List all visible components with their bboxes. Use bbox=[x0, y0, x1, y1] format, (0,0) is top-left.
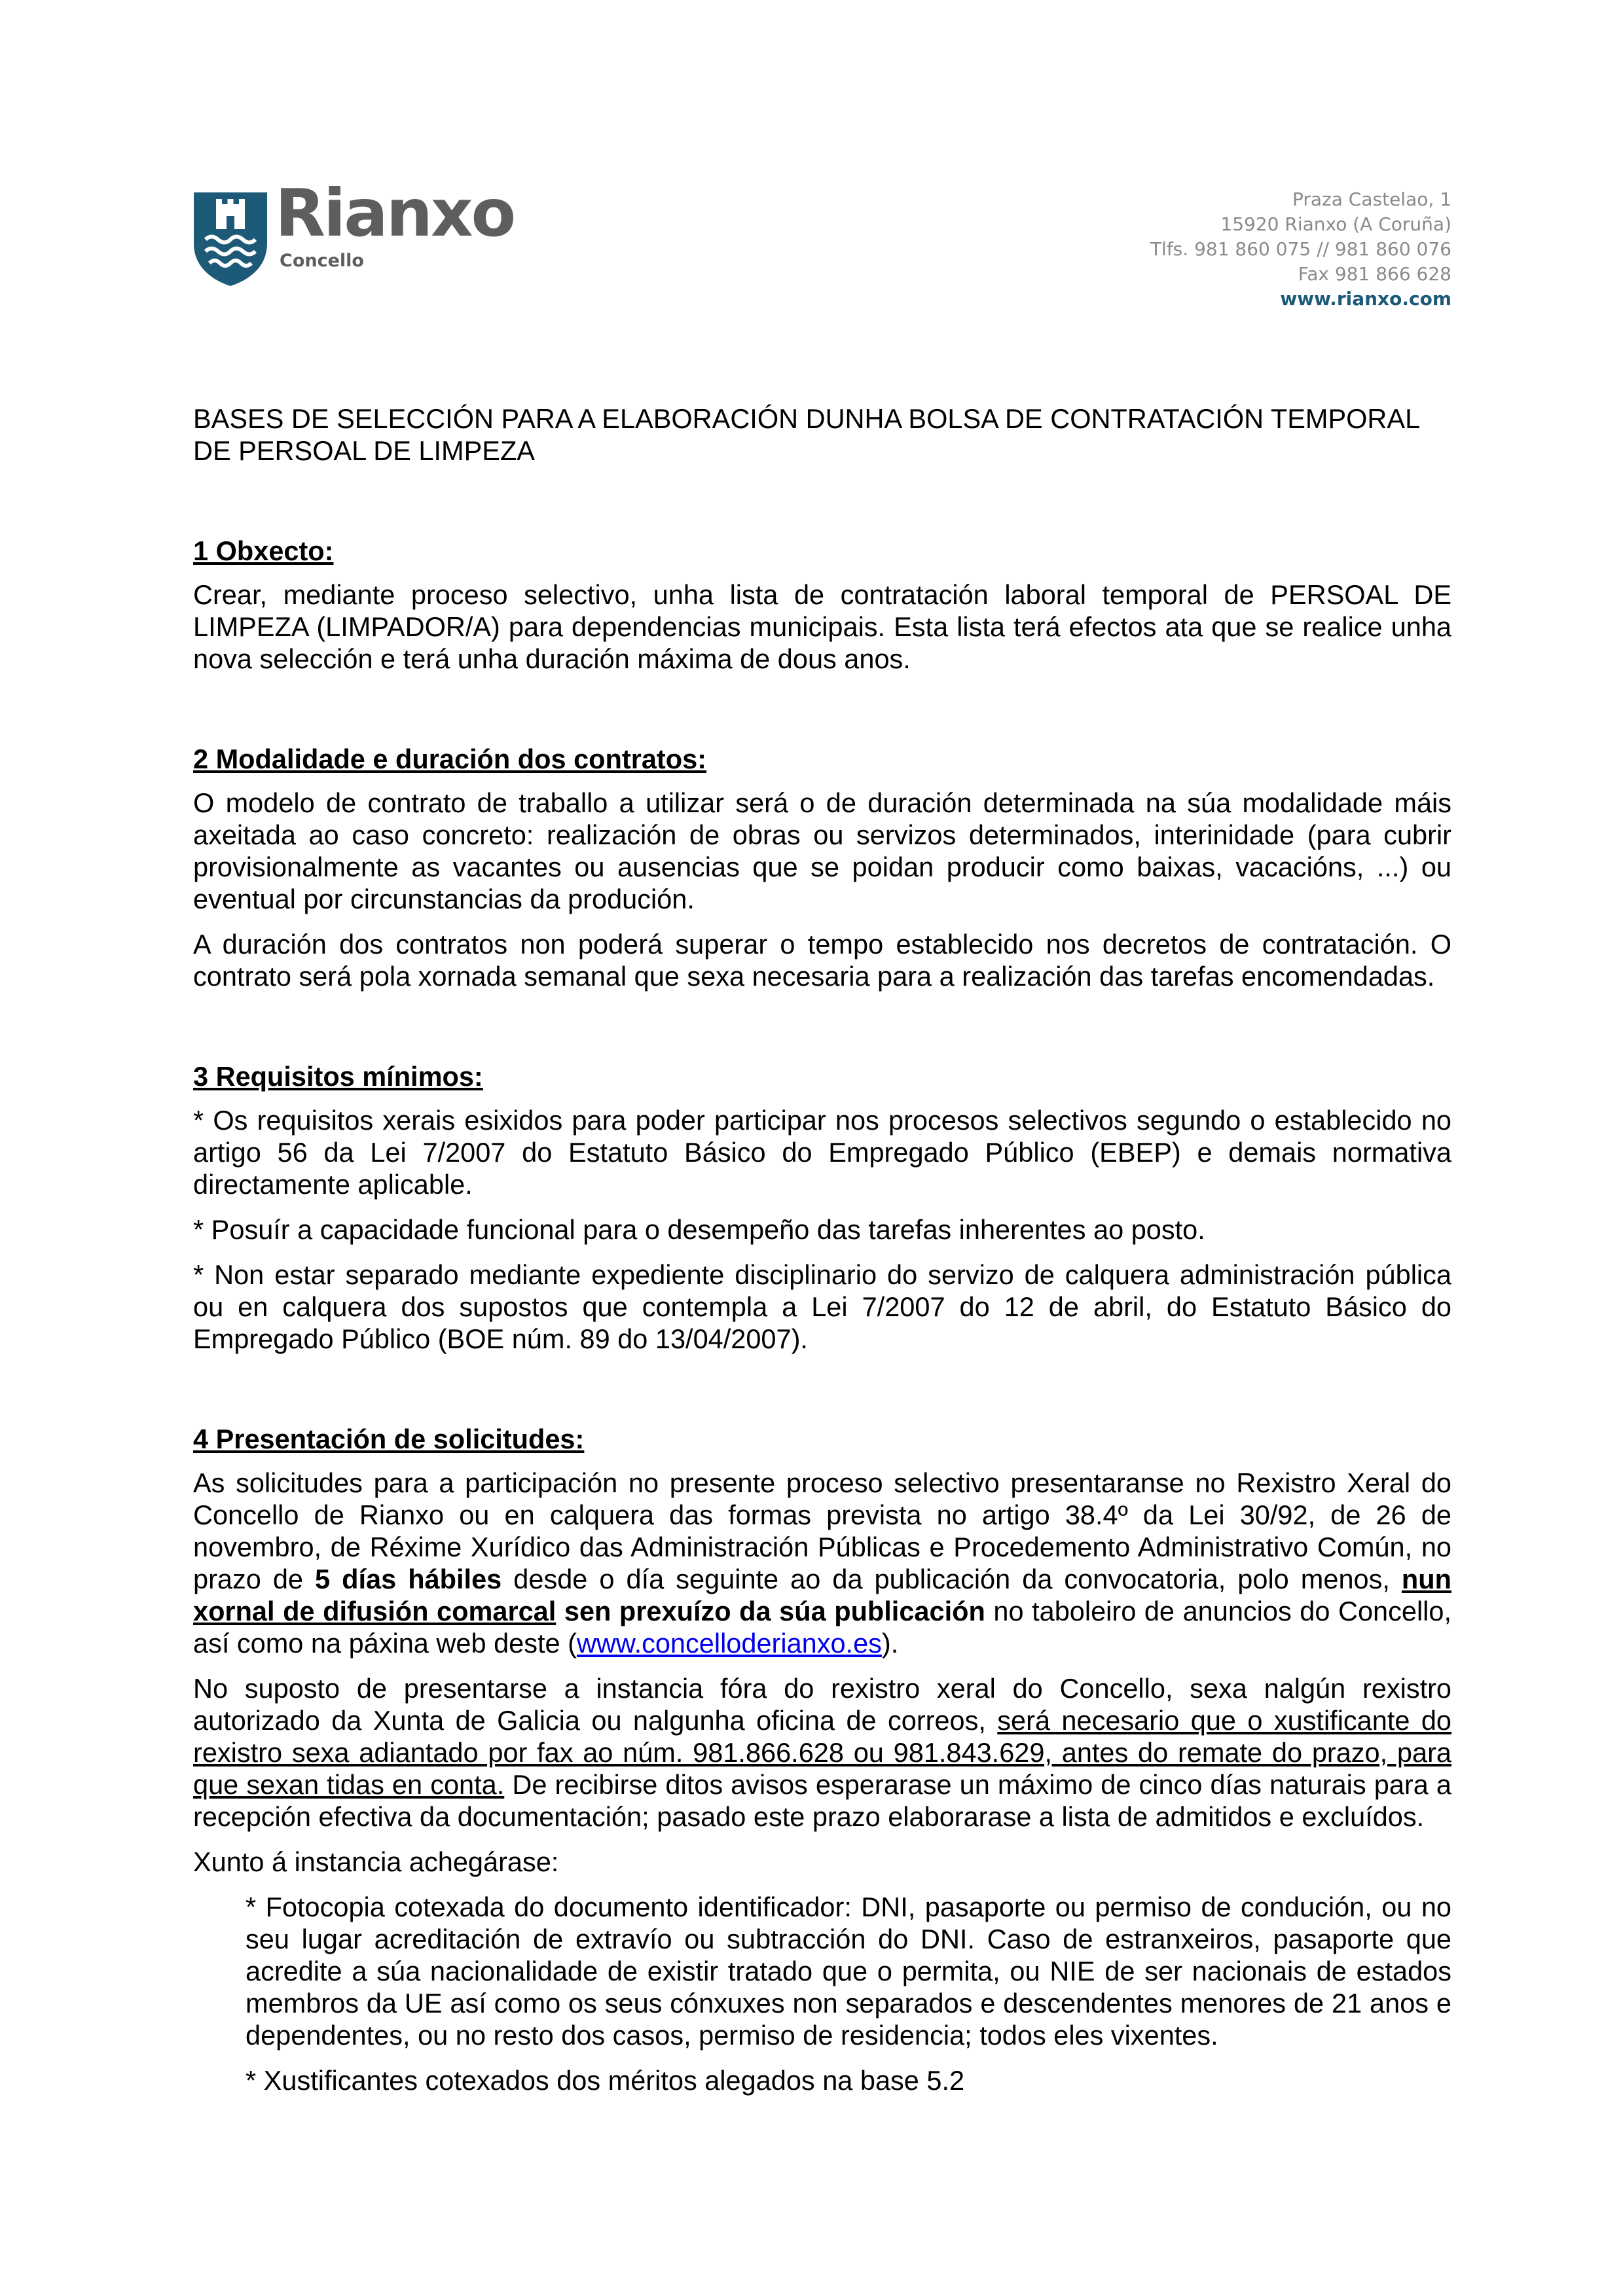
text-run bbox=[556, 1596, 564, 1626]
attachment-item: * Fotocopia cotexada do documento identificador: DNI, pasaporte ou permiso de condución, ou no seu lugar acreditación de extravío ou subtracción do DNI. Caso de estranxeiros, pasaporte que acredite a súa nacionalidade de existir tratado que o permita, ou NIE de ser nacionais de estados membros da UE así como os seus cónxuxes non separados e descendentes menores de 21 anos e dependentes, ou no resto dos casos, permiso de residencia; todos eles vixentes. bbox=[246, 1892, 1451, 2051]
attachment-item: * Xustificantes cotexados dos méritos alegados na base 5.2 bbox=[246, 2065, 965, 2096]
section-heading: 2 Modalidade e duración dos contratos: bbox=[193, 744, 707, 774]
section-heading: 1 Obxecto: bbox=[193, 535, 334, 566]
brand-name: Rianxo bbox=[275, 175, 515, 251]
text-run: No suposto de presentarse a instancia fóra do rexistro xeral do Concello, sexa nalgún rexistro autorizado da Xunta de Galicia ou nalgunha oficina de correos, bbox=[193, 1673, 1451, 1736]
address-line-2: 15920 Rianxo (A Coruña) bbox=[1220, 213, 1451, 235]
concello-web-link[interactable]: www.concelloderianxo.es bbox=[576, 1628, 882, 1659]
fax-requirement-underlined: será necesario que o xustificante do rexistro sexa adiantado por fax ao núm. 981.866.628 ou 981.843.629, antes do remate do prazo, para que sexan tidas en conta. bbox=[193, 1705, 1451, 1800]
shield-emblem-icon bbox=[191, 190, 270, 288]
paragraph: Crear, mediante proceso selectivo, unha lista de contratación laboral temporal de PERSOAL DE LIMPEZA (LIMPADOR/A) para dependencias municipais. Esta lista terá efectos ata que se realice unha nova selección e terá unha duración máxima de dous anos. bbox=[193, 579, 1451, 674]
section-modalidade bbox=[193, 743, 1451, 992]
section-requisitos bbox=[193, 1060, 1451, 1355]
publication-emphasis: sen prexuízo da súa publicación bbox=[564, 1596, 985, 1626]
text-run: desde o día seguinte ao da publicación da convocatoria, polo menos, bbox=[501, 1564, 1402, 1594]
concello-logo bbox=[191, 175, 545, 288]
requirement-item: * Posuír a capacidade funcional para o desempeño das tarefas inherentes ao posto. bbox=[193, 1214, 1205, 1245]
text-run: no taboleiro de anuncios do Concello, así como na páxina web deste ( bbox=[193, 1596, 1451, 1659]
website-link[interactable]: www.rianxo.com bbox=[1280, 288, 1451, 310]
contact-block bbox=[1150, 187, 1451, 312]
paragraph: O modelo de contrato de traballo a utilizar será o de duración determinada na súa modalidade máis axeitada ao caso concreto: realización de obras ou servizos determinados, interinidade (para cubrir provisionalmente as vacantes ou ausencias que se poidan producir como baixas, vacacións, ...) ou eventual por circunstancias da produción. bbox=[193, 787, 1451, 914]
newspaper-emphasis: nun xornal de difusión comarcal bbox=[193, 1564, 1451, 1626]
document-title: BASES DE SELECCIÓN PARA A ELABORACIÓN DUNHA BOLSA DE CONTRATACIÓN TEMPORAL DE PERSOAL DE LIMPEZA bbox=[193, 403, 1419, 466]
requirement-item: * Os requisitos xerais esixidos para poder participar nos procesos selectivos segundo o establecido no artigo 56 da Lei 7/2007 do Estatuto Básico do Empregado Público (EBEP) e demais normativa directamente aplicable. bbox=[193, 1105, 1451, 1200]
section-heading: 3 Requisitos mínimos: bbox=[193, 1061, 483, 1092]
fax-number: Fax 981 866 628 bbox=[1298, 263, 1451, 285]
paragraph: Xunto á instancia achegárase: bbox=[193, 1846, 559, 1877]
document-body bbox=[193, 403, 1451, 2109]
brand-subtitle: Concello bbox=[280, 251, 364, 271]
text-run: De recibirse ditos avisos esperarase un máximo de cinco días naturais para a recepción efectiva da documentación; pasado este prazo elaborarase a lista de admitidos e excluídos. bbox=[193, 1769, 1451, 1832]
requirement-item: * Non estar separado mediante expediente disciplinario do servizo de calquera administración pública ou en calquera dos supostos que contempla a Lei 7/2007 do 12 de abril, do Estatuto Básico do Empregado Público (BOE núm. 89 do 13/04/2007). bbox=[193, 1259, 1451, 1354]
phone-numbers: Tlfs. 981 860 075 // 981 860 076 bbox=[1150, 238, 1451, 260]
section-presentacion bbox=[193, 1423, 1451, 2096]
paragraph bbox=[193, 1672, 1451, 1833]
text-run: ). bbox=[881, 1628, 899, 1659]
text-run: As solicitudes para a participación no presente proceso selectivo presentaranse no Rexistro Xeral do Concello de Rianxo ou en calquera das formas prevista no artigo 38.4º da Lei 30/92, de 26 de novembro, de Réxime Xurídico das Administración Públicas e Procedemento Administrativo Común, no prazo de bbox=[193, 1467, 1451, 1594]
section-heading: 4 Presentación de solicitudes: bbox=[193, 1424, 585, 1454]
paragraph: A duración dos contratos non poderá superar o tempo establecido nos decretos de contratación. O contrato será pola xornada semanal que sexa necesaria para a realización das tarefas encomendadas. bbox=[193, 929, 1451, 992]
deadline-emphasis: 5 días hábiles bbox=[315, 1564, 502, 1594]
section-obxecto bbox=[193, 535, 1451, 675]
address-line-1: Praza Castelao, 1 bbox=[1292, 188, 1451, 210]
paragraph bbox=[193, 1467, 1451, 1659]
